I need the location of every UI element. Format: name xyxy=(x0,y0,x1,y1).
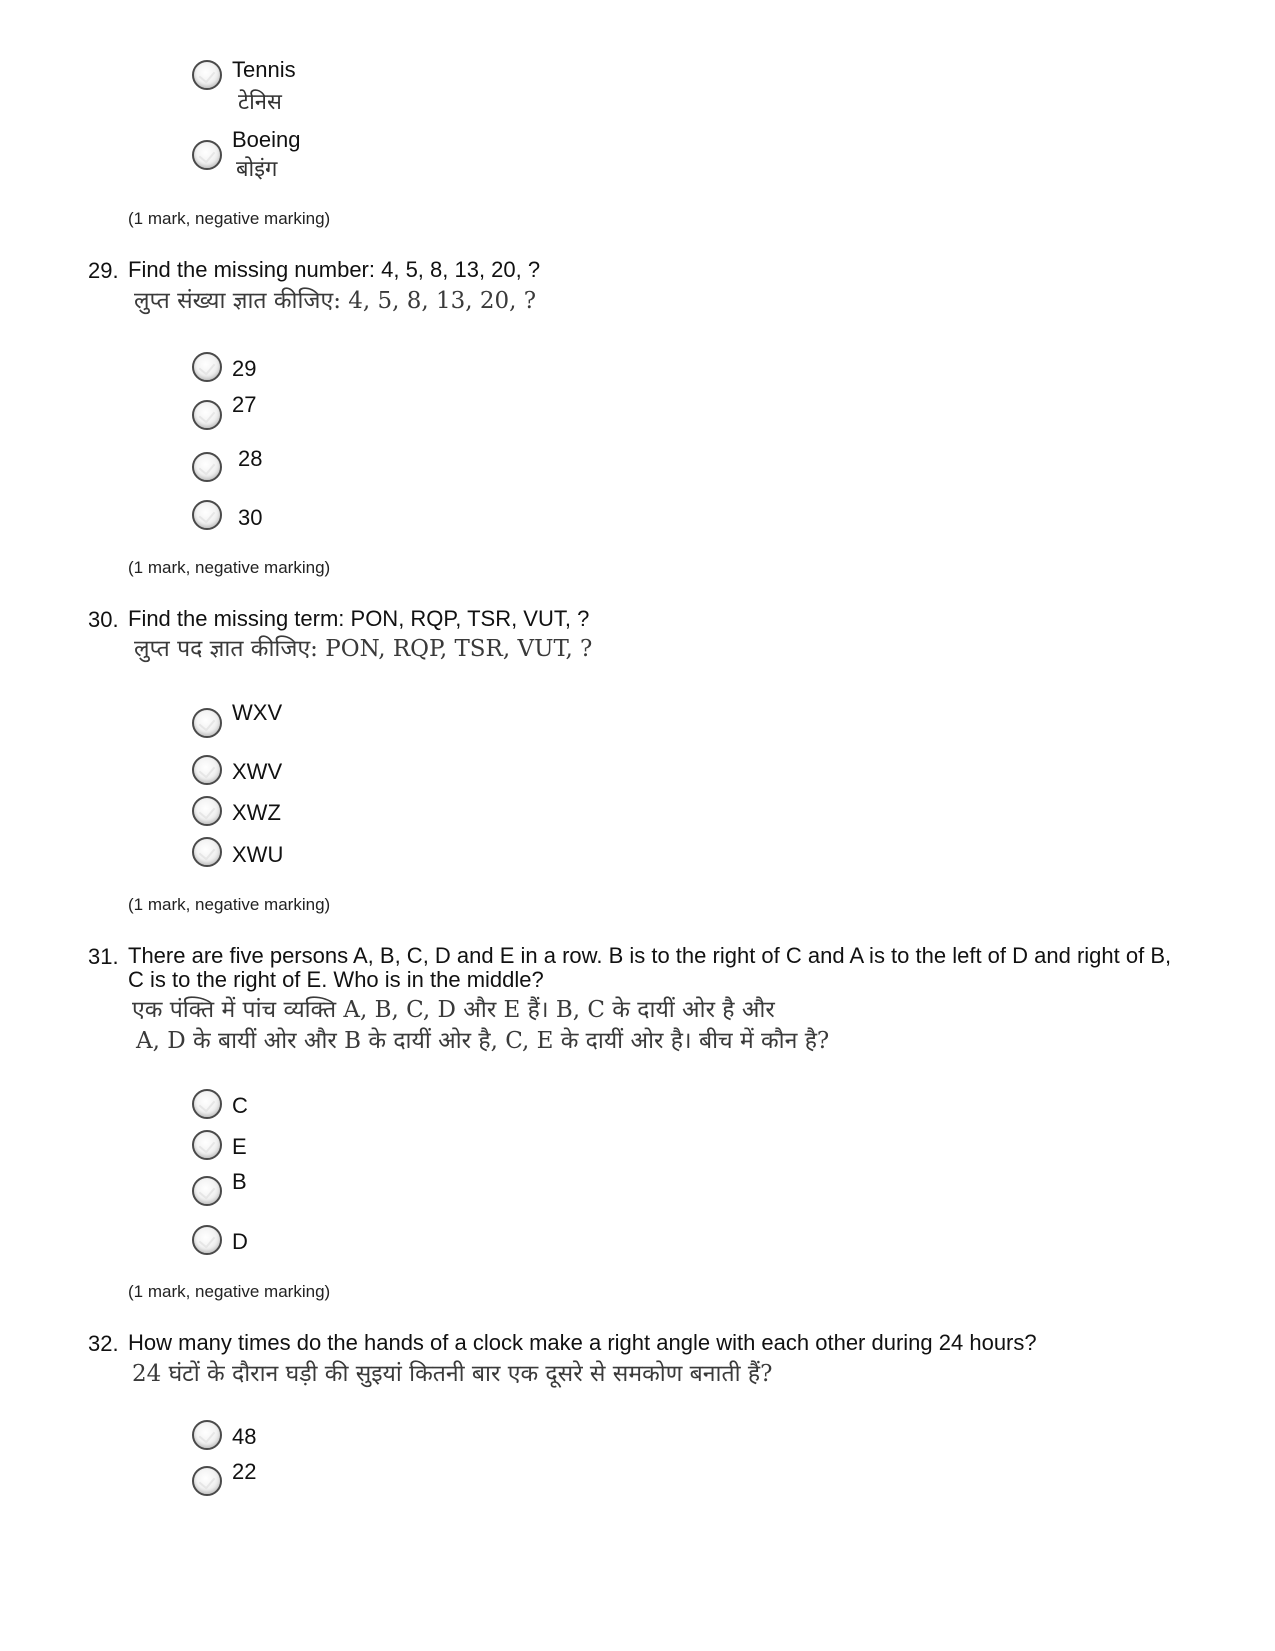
option-label: 29 xyxy=(232,356,257,381)
option-radio-29[interactable] xyxy=(192,352,222,382)
option-radio-22[interactable] xyxy=(192,1466,222,1496)
option-label: 27 xyxy=(232,392,257,417)
option-radio-xwz[interactable] xyxy=(192,796,222,826)
question-text-en: Find the missing number: 4, 5, 8, 13, 20, ? xyxy=(128,257,541,282)
question-number: 30. xyxy=(88,607,119,632)
option-label: XWV xyxy=(232,759,283,784)
option-label: 28 xyxy=(238,446,263,471)
marks-note: (1 mark, negative marking) xyxy=(128,558,331,577)
question-text-en: Find the missing term: PON, RQP, TSR, VUT, ? xyxy=(128,606,590,631)
option-label: E xyxy=(232,1134,247,1159)
option-label: WXV xyxy=(232,700,283,725)
question-number: 32. xyxy=(88,1331,119,1356)
option-label: B xyxy=(232,1169,247,1194)
option-radio-27[interactable] xyxy=(192,400,222,430)
question-number: 31. xyxy=(88,944,119,969)
marks-note: (1 mark, negative marking) xyxy=(128,895,331,914)
option-label: 30 xyxy=(238,505,263,530)
option-radio-c[interactable] xyxy=(192,1089,222,1119)
option-label-en: Tennis xyxy=(232,57,296,82)
option-radio-boeing[interactable] xyxy=(192,140,222,170)
option-radio-d[interactable] xyxy=(192,1225,222,1255)
question-text-hi: 24 घंटों के दौरान घड़ी की सुइयां कितनी बार एक दूसरे से समकोण बनाती हैं? xyxy=(132,1361,773,1387)
option-label: D xyxy=(232,1229,248,1254)
question-text-hi: लुप्त संख्या ज्ञात कीजिए: 4, 5, 8, 13, 20, ? xyxy=(134,288,537,314)
option-radio-tennis[interactable] xyxy=(192,60,222,90)
option-label-hi: टेनिस xyxy=(238,90,282,115)
option-label-hi: बोइंग xyxy=(236,157,278,182)
option-label: XWZ xyxy=(232,800,281,825)
question-text-hi-line2: A, D के बायीं ओर और B के दायीं ओर है, C, E के दायीं ओर है। बीच में कौन है? xyxy=(136,1028,830,1054)
question-text-en: How many times do the hands of a clock make a right angle with each other during 24 hours? xyxy=(128,1330,1037,1355)
option-radio-xwv[interactable] xyxy=(192,755,222,785)
option-label-en: Boeing xyxy=(232,127,301,152)
option-radio-xwu[interactable] xyxy=(192,837,222,867)
option-label: 48 xyxy=(232,1424,257,1449)
question-text-hi-line1: एक पंक्ति में पांच व्यक्ति A, B, C, D और E हैं। B, C के दायीं ओर है और xyxy=(132,997,775,1023)
option-radio-b[interactable] xyxy=(192,1176,222,1206)
option-radio-wxv[interactable] xyxy=(192,708,222,738)
option-label: XWU xyxy=(232,842,284,867)
option-radio-48[interactable] xyxy=(192,1420,222,1450)
option-label: 22 xyxy=(232,1459,257,1484)
option-radio-30[interactable] xyxy=(192,500,222,530)
question-number: 29. xyxy=(88,258,119,283)
option-radio-e[interactable] xyxy=(192,1130,222,1160)
option-radio-28[interactable] xyxy=(192,452,222,482)
question-text-en-line2: C is to the right of E. Who is in the middle? xyxy=(128,967,544,992)
marks-note: (1 mark, negative marking) xyxy=(128,209,331,228)
marks-note: (1 mark, negative marking) xyxy=(128,1282,331,1301)
question-text-en-line1: There are five persons A, B, C, D and E in a row. B is to the right of C and A is to the left of D and right of B, xyxy=(128,943,1172,968)
option-label: C xyxy=(232,1093,248,1118)
question-text-hi: लुप्त पद ज्ञात कीजिए: PON, RQP, TSR, VUT, ? xyxy=(134,636,593,662)
